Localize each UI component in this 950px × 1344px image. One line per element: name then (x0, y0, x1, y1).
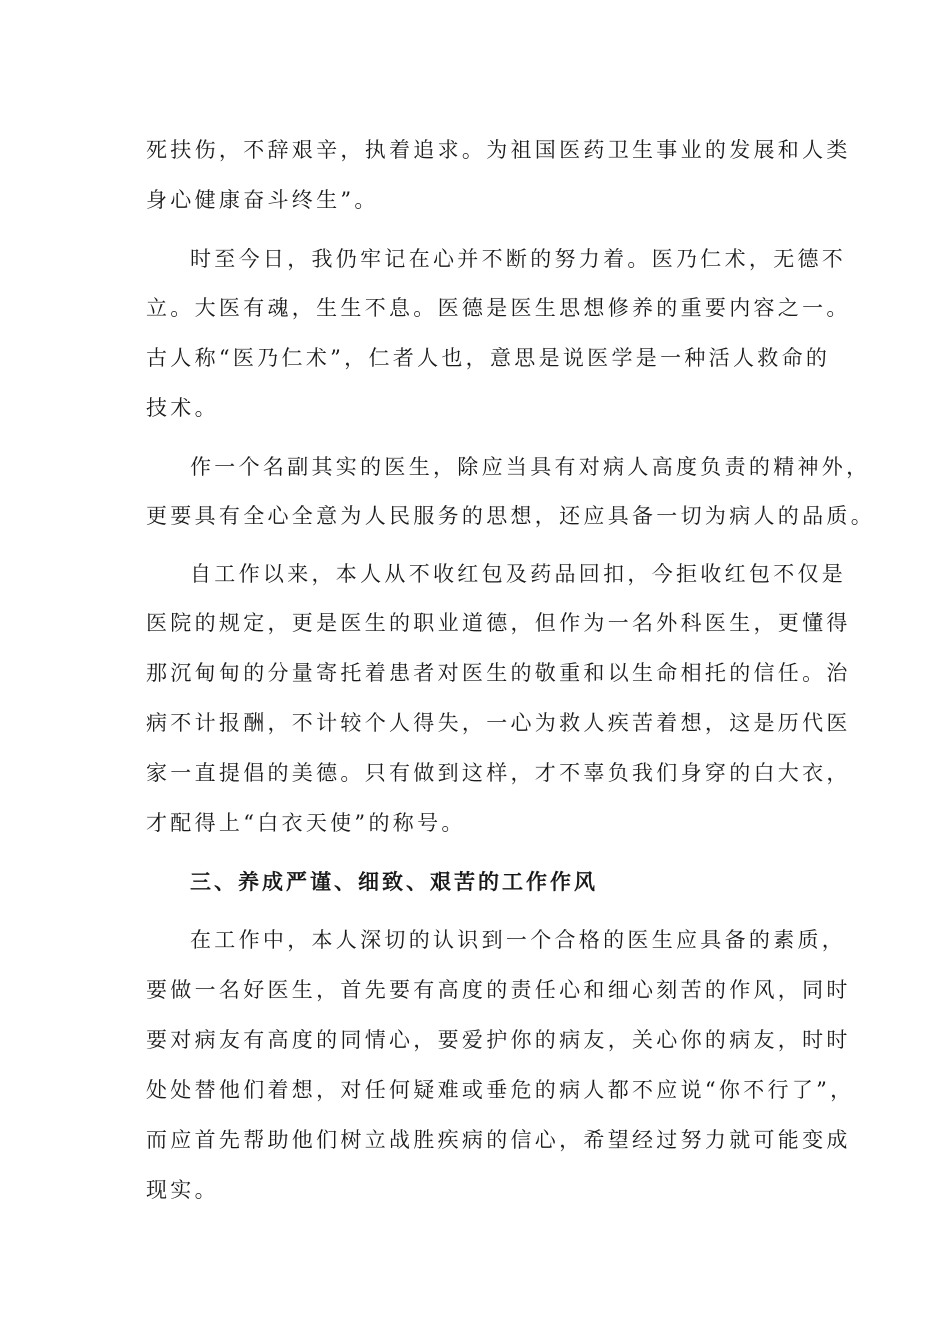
text-line: 才配得上“白衣天使”的称号。 (146, 811, 466, 835)
text-line: 而应首先帮助他们树立战胜疾病的信心，希望经过努力就可能变成 (146, 1128, 851, 1152)
text-line: 死扶伤，不辞艰辛，执着追求。为祖国医药卫生事业的发展和人类 (146, 138, 851, 162)
text-line: 作一个名副其实的医生，除应当具有对病人高度负责的精神外， (190, 455, 871, 479)
text-line: 病不计报酬，不计较个人得失，一心为救人疾苦着想，这是历代医 (146, 711, 851, 735)
text-line: 技术。 (146, 396, 219, 420)
text-line: 自工作以来，本人从不收红包及药品回扣，今拒收红包不仅是 (190, 562, 847, 586)
text-line: 时至今日，我仍牢记在心并不断的努力着。医乃仁术，无德不 (190, 247, 847, 271)
text-line: 那沉甸甸的分量寄托着患者对医生的敬重和以生命相托的信任。治 (146, 661, 851, 685)
text-line: 古人称“医乃仁术”，仁者人也，意思是说医学是一种活人救命的 (146, 346, 831, 370)
text-line: 在工作中，本人深切的认识到一个合格的医生应具备的素质， (190, 928, 847, 952)
text-line: 立。大医有魂，生生不息。医德是医生思想修养的重要内容之一。 (146, 296, 851, 320)
section-heading: 三、养成严谨、细致、艰苦的工作作风 (190, 869, 598, 894)
text-line: 要对病友有高度的同情心，要爱护你的病友，关心你的病友，时时 (146, 1028, 851, 1052)
text-line: 更要具有全心全意为人民服务的思想，还应具备一切为病人的品质。 (146, 504, 875, 528)
text-line: 处处替他们着想，对任何疑难或垂危的病人都不应说“你不行了”， (146, 1078, 855, 1102)
text-line: 现实。 (146, 1178, 219, 1202)
text-line: 身心健康奋斗终生”。 (146, 188, 379, 212)
text-line: 家一直提倡的美德。只有做到这样，才不辜负我们身穿的白大衣， (146, 761, 851, 785)
text-line: 要做一名好医生，首先要有高度的责任心和细心刻苦的作风，同时 (146, 978, 851, 1002)
text-line: 医院的规定，更是医生的职业道德，但作为一名外科医生，更懂得 (146, 611, 851, 635)
